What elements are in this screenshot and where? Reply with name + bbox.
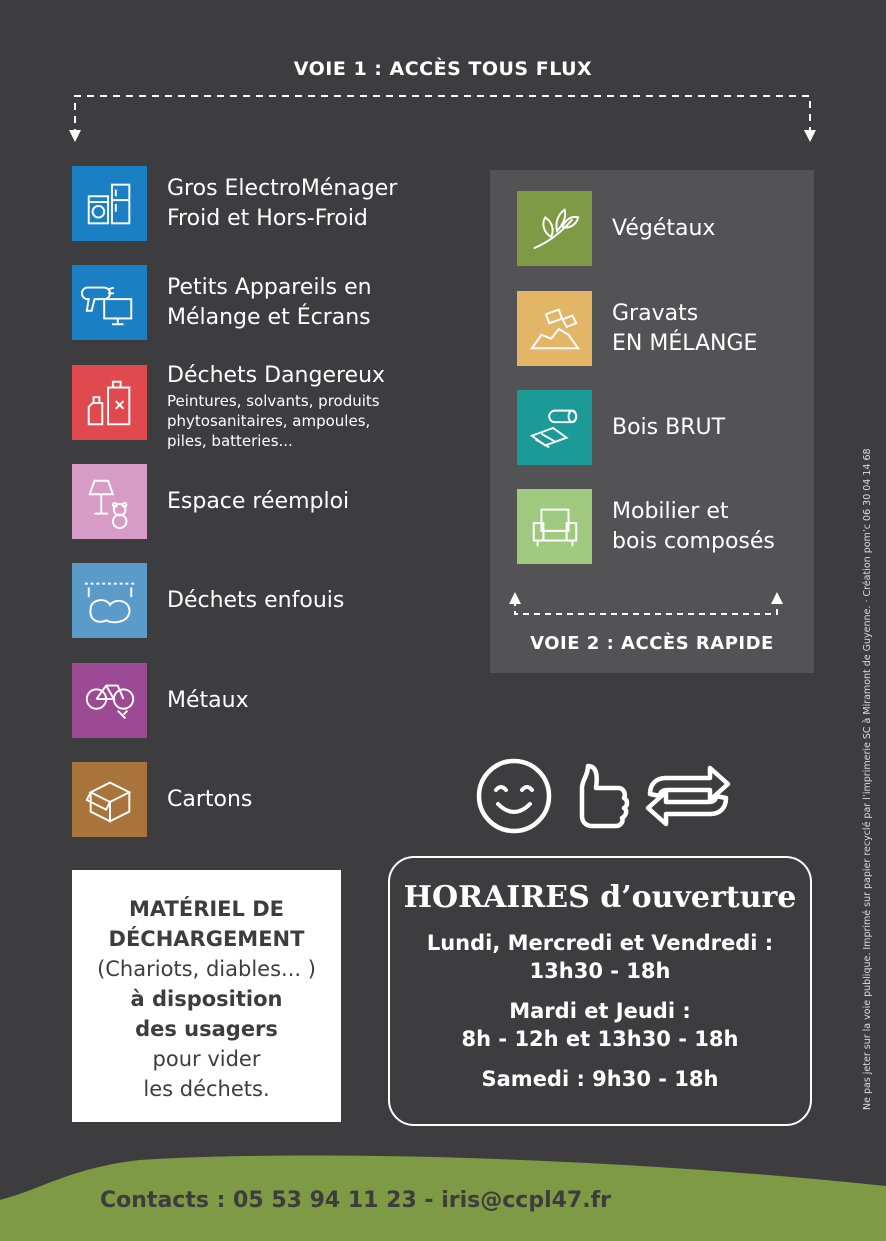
- voie1-dashed-arrow: [60, 86, 830, 146]
- hours-line: Samedi : 9h30 - 18h: [481, 1067, 719, 1091]
- voie2-dashed-arrow: [505, 590, 795, 620]
- bicycle-icon: [72, 663, 147, 738]
- hours-line: 13h30 - 18h: [529, 959, 671, 983]
- armchair-icon: [517, 489, 592, 564]
- item-gravats: [517, 291, 807, 366]
- item-label: Mobilier et bois composés: [612, 498, 775, 554]
- item-label: Petits Appareils en Mélange et Écrans: [167, 275, 372, 330]
- item-label: Cartons: [167, 787, 253, 812]
- item-cartons: [72, 762, 452, 838]
- rubble-icon: [517, 291, 592, 366]
- material-line: (Chariots, diables... ): [97, 957, 316, 981]
- exchange-arrows-icon: [648, 768, 728, 824]
- voie1-title: VOIE 1 : ACCÈS TOUS FLUX: [293, 58, 593, 80]
- hours-title: HORAIRES d’ouverture: [403, 880, 797, 915]
- material-line: les déchets.: [143, 1077, 270, 1101]
- hours-line: 8h - 12h et 13h30 - 18h: [461, 1027, 739, 1051]
- material-line: DÉCHARGEMENT: [108, 927, 305, 951]
- box-icon: [72, 762, 147, 837]
- item-label: Gravats EN MÉLANGE: [612, 300, 758, 356]
- hours-line: Mardi et Jeudi :: [509, 999, 691, 1023]
- hours-line: Lundi, Mercredi et Vendredi :: [426, 931, 774, 955]
- landfill-icon: [72, 563, 147, 638]
- material-line: à disposition: [130, 987, 283, 1011]
- hairdryer-screen-icon: [72, 265, 147, 340]
- item-mobilier: [517, 489, 807, 564]
- item-label: Bois BRUT: [612, 414, 726, 440]
- lamp-teddy-icon: [72, 464, 147, 539]
- item-metaux: [72, 663, 452, 739]
- item-espace-reemploi: [72, 464, 452, 540]
- item-vegetaux: [517, 191, 807, 266]
- item-label: Métaux: [167, 688, 249, 713]
- contacts: Contacts : 05 53 94 11 23 - iris@ccpl47.fr: [100, 1188, 612, 1213]
- material-box: [72, 870, 341, 1122]
- voie2-title: VOIE 2 : ACCÈS RAPIDE: [530, 633, 774, 654]
- item-label: Gros ElectroMénager Froid et Hors-Froid: [167, 176, 398, 231]
- item-label: Espace réemploi: [167, 489, 350, 514]
- item-petits-appareils: [72, 265, 452, 341]
- thumbs-up-icon: [582, 766, 627, 826]
- hours-box: [388, 856, 812, 1126]
- item-label: Déchets Dangereux Peintures, solvants, produits phytosanitaires, ampoules, piles, batteries...: [167, 363, 386, 450]
- wood-icon: [517, 390, 592, 465]
- emoji-row: [470, 758, 740, 834]
- print-credit-note: Ne pas jeter sur la voie publique. Imprimé sur papier recyclé par l’imprimerie SC à Miramont de Guyenne. · Création pom’c 06 30 04 14 68: [862, 448, 873, 1110]
- material-line: des usagers: [135, 1017, 278, 1041]
- hazard-bottles-icon: [72, 365, 147, 440]
- branch-icon: [517, 191, 592, 266]
- item-label: Déchets enfouis: [167, 588, 345, 613]
- appliances-icon: [72, 166, 147, 241]
- material-line: MATÉRIEL DE: [129, 897, 284, 921]
- material-line: pour vider: [152, 1047, 261, 1071]
- smiley-icon: [479, 761, 549, 831]
- item-label: Végétaux: [612, 215, 716, 241]
- item-bois-brut: [517, 390, 807, 465]
- item-dechets-dangereux: [72, 363, 452, 450]
- item-gros-electromenager: [72, 166, 452, 242]
- item-dechets-enfouis: [72, 563, 452, 639]
